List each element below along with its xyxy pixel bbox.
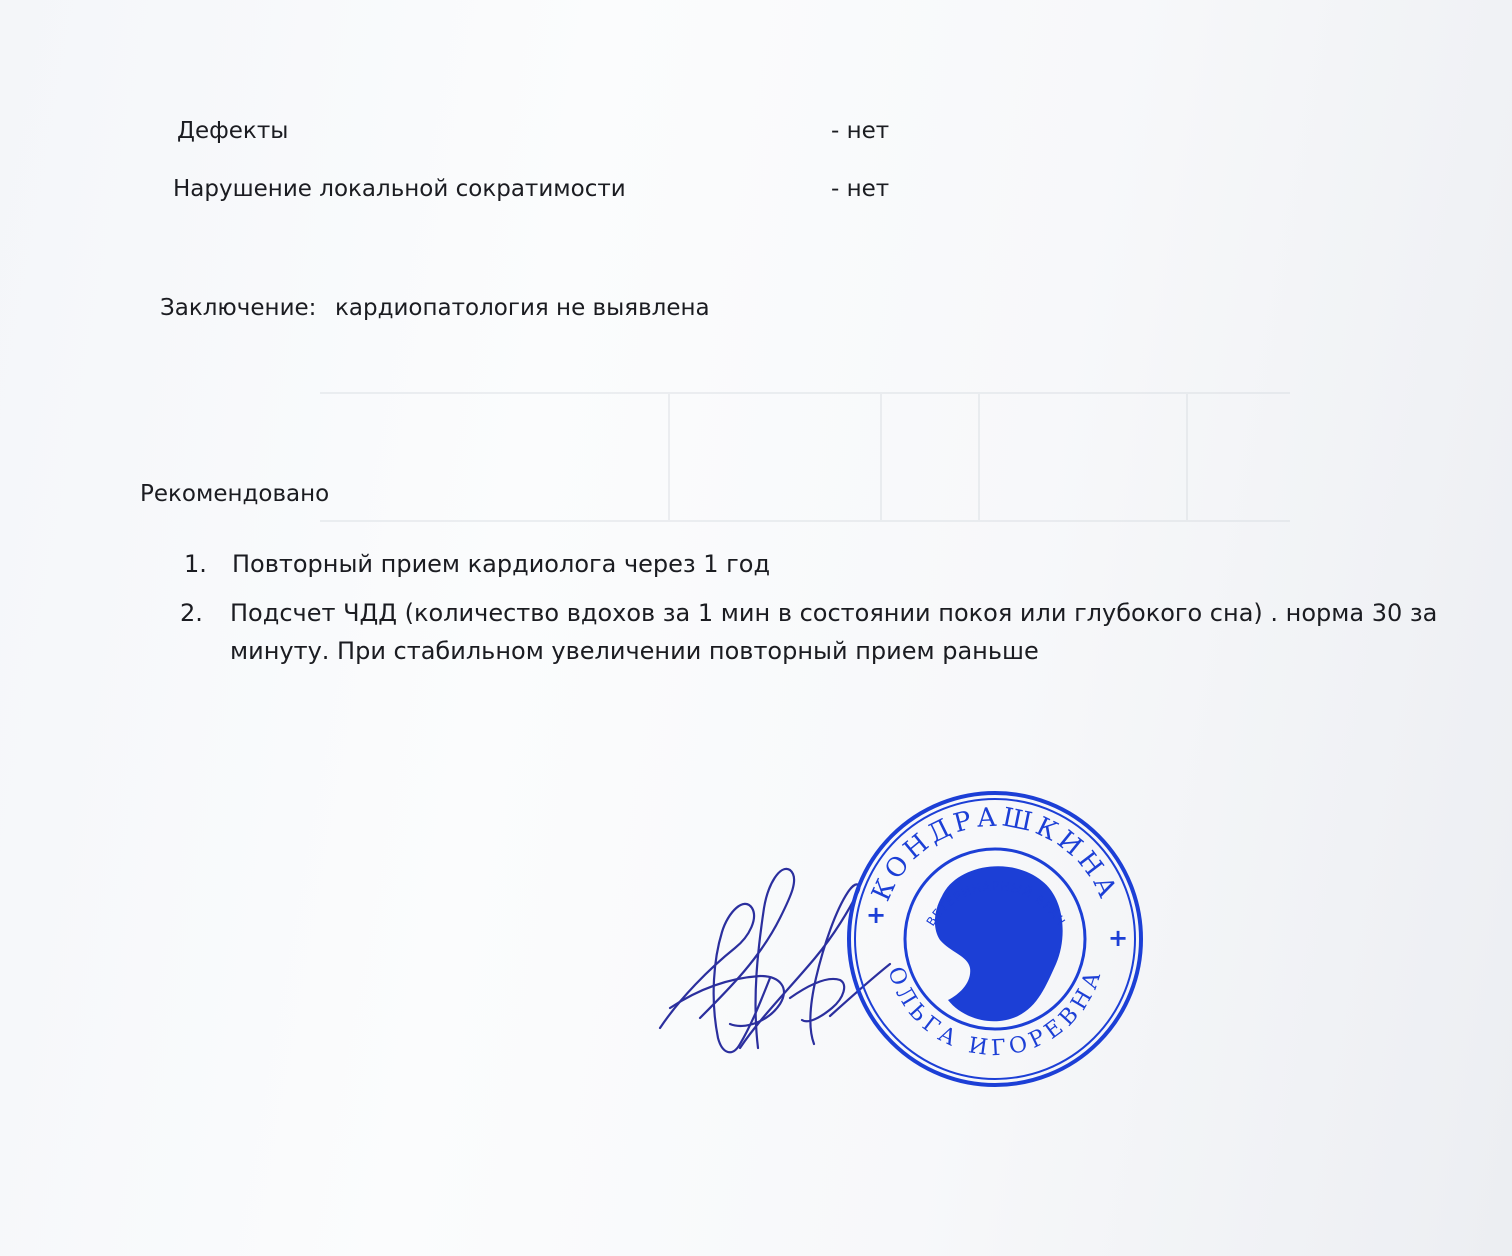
bleed-through-line bbox=[320, 392, 1290, 394]
bleed-through-line bbox=[668, 394, 670, 520]
recommendation-text: Повторный прием кардиолога через 1 год bbox=[232, 550, 771, 578]
stamp-inner-ring-text: ВЕТЕРИНАРНЫЙ ВРАЧ bbox=[923, 878, 1069, 929]
stamp-outer-bottom-text: ОЛЬГА ИГОРЕВНА bbox=[882, 963, 1108, 1062]
bleed-through-line bbox=[978, 394, 980, 520]
bleed-through-line bbox=[320, 520, 1290, 522]
finding-value-defects: - нет bbox=[831, 118, 890, 144]
recommendations-heading: Рекомендовано bbox=[140, 481, 330, 507]
stamp-plus-mark: + bbox=[866, 901, 887, 929]
stamp-plus-mark: + bbox=[1108, 924, 1129, 952]
bleed-through-line bbox=[880, 394, 882, 520]
veterinary-stamp bbox=[842, 786, 1148, 1092]
finding-value-contractility: - нет bbox=[831, 176, 890, 202]
finding-label-defects: Дефекты bbox=[177, 118, 289, 144]
finding-label-contractility: Нарушение локальной сократимости bbox=[173, 176, 626, 202]
recommendation-text: Подсчет ЧДД (количество вдохов за 1 мин в состоянии покоя или глубокого сна) . норма 30 за минуту. При стабильном увеличении повторный прием раньше bbox=[230, 599, 1438, 665]
recommendation-number: 2. bbox=[180, 599, 203, 627]
conclusion-text: кардиопатология не выявлена bbox=[335, 295, 710, 321]
bleed-through-line bbox=[1186, 394, 1188, 520]
conclusion-label: Заключение: bbox=[160, 295, 317, 321]
recommendation-number: 1. bbox=[184, 550, 207, 578]
stamp-outer-top-text: КОНДРАШКИНА bbox=[866, 802, 1124, 906]
